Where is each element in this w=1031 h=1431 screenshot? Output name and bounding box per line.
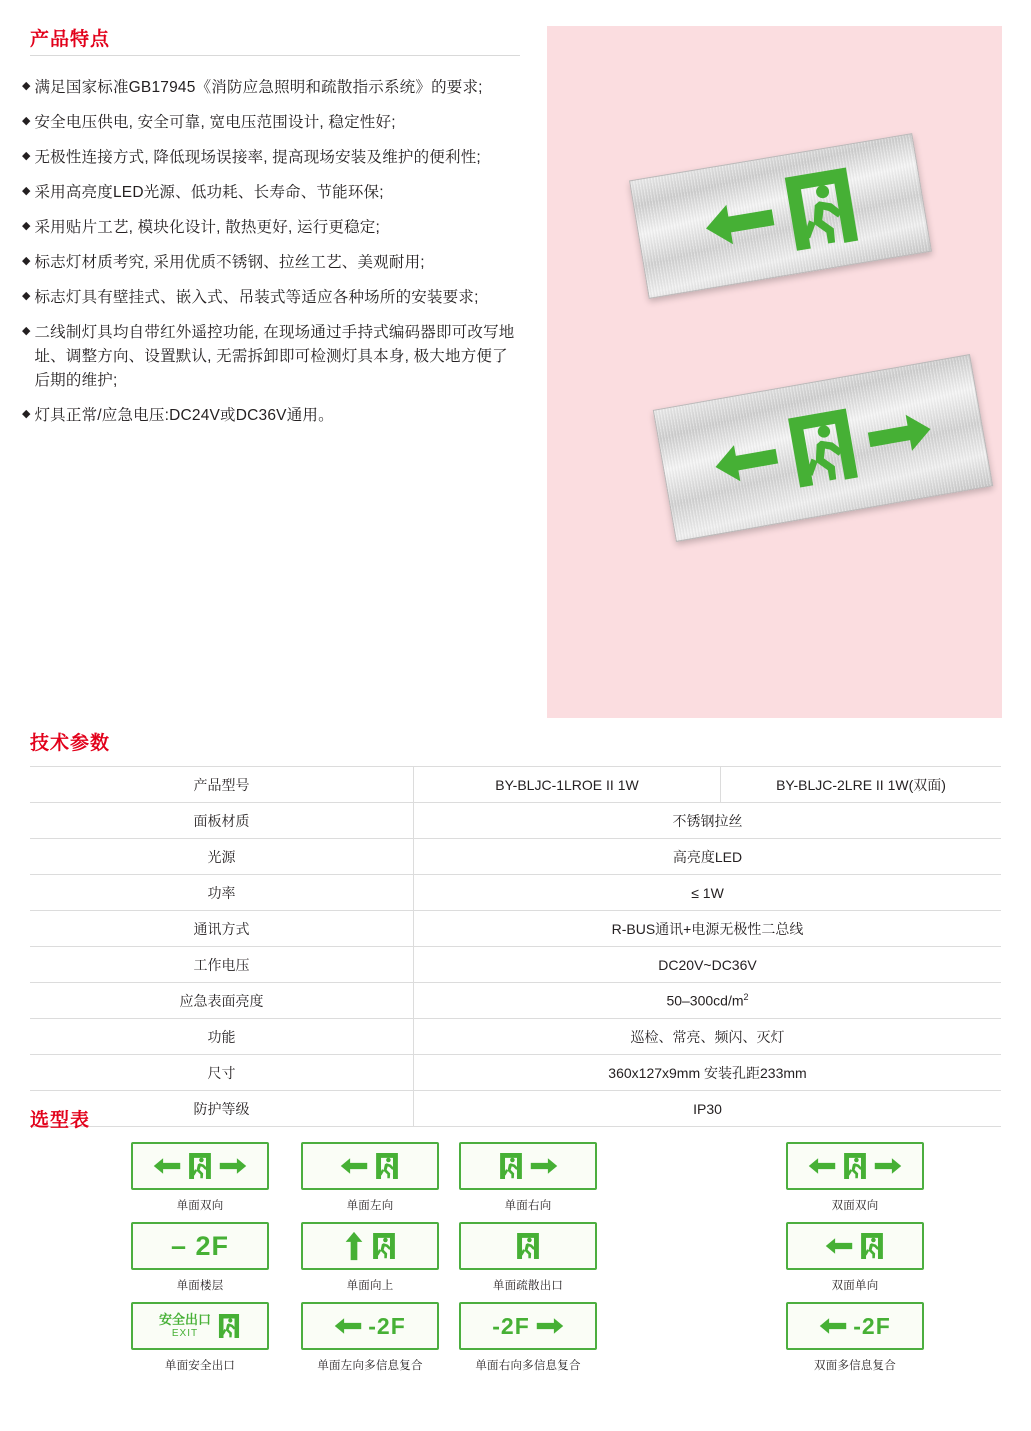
table-row <box>30 947 1001 983</box>
spec-value: 巡检、常亮、频闪、灭灯 <box>414 1019 1002 1055</box>
table-row <box>30 911 1001 947</box>
list-item-text: 灯具正常/应急电压:DC24V或DC36V通用。 <box>34 407 334 425</box>
option-caption: 双面双向 <box>831 1200 879 1212</box>
arrow-right-icon <box>863 407 936 462</box>
diamond-bullet-icon: ◆ <box>22 255 31 268</box>
option-caption: 单面双向 <box>176 1200 224 1212</box>
features-section-title: 产品特点 <box>30 29 111 50</box>
spec-label: 应急表面亮度 <box>30 983 414 1019</box>
spec-label: 光源 <box>30 839 414 875</box>
spec-value: 360x127x9mm 安装孔距233mm <box>414 1055 1002 1091</box>
running-man-exit-icon <box>778 165 864 254</box>
option-caption: 单面右向 <box>504 1200 552 1212</box>
list-item-text: 采用高亮度LED光源、低功耗、长寿命、节能环保; <box>34 184 384 202</box>
list-item <box>22 321 522 393</box>
sign-preview-floor <box>131 1222 269 1270</box>
option-caption: 单面向上 <box>346 1280 394 1292</box>
option-caption: 双面单向 <box>831 1280 879 1292</box>
product-image-single-sided-sign <box>629 133 932 299</box>
spec-value-text: 50–300cd/m <box>666 992 744 1009</box>
list-item <box>22 404 522 428</box>
selection-section-title: 选型表 <box>30 1110 91 1131</box>
selection-option <box>285 1302 455 1373</box>
product-photo-panel <box>547 26 1002 718</box>
spec-label: 通讯方式 <box>30 911 414 947</box>
list-item-text: 二线制灯具均自带红外遥控功能, 在现场通过手持式编码器即可改写地址、调整方向、设置默认, 无需拆卸即可检测灯具本身, 极大地方便了后期的维护; <box>34 324 515 390</box>
sign-preview-exit-only <box>459 1222 597 1270</box>
list-item-text: 标志灯材质考究, 采用优质不锈钢、拉丝工艺、美观耐用; <box>34 254 425 272</box>
selection-option <box>115 1142 285 1213</box>
diamond-bullet-icon: ◆ <box>22 290 31 303</box>
option-caption: 单面安全出口 <box>164 1360 236 1372</box>
selection-option <box>115 1302 285 1373</box>
option-caption: 单面疏散出口 <box>492 1280 564 1292</box>
table-row <box>30 839 1001 875</box>
table-row <box>30 983 1001 1019</box>
spec-label: 功率 <box>30 875 414 911</box>
spec-label: 产品型号 <box>30 767 414 803</box>
arrow-left-icon <box>340 1155 368 1177</box>
arrow-left-icon <box>710 434 783 489</box>
spec-value: IP30 <box>414 1091 1002 1127</box>
spec-value-single: BY-BLJC-1LROE II 1W <box>414 767 721 803</box>
sign-preview-safety-exit <box>131 1302 269 1350</box>
arrow-right-icon <box>219 1155 247 1177</box>
table-row <box>30 1091 1001 1127</box>
features-list <box>22 76 522 439</box>
arrow-left-icon <box>700 194 779 251</box>
selection-option <box>770 1222 940 1293</box>
arrow-left-icon <box>153 1155 181 1177</box>
sign-preview-double-sided-bidirectional <box>786 1142 924 1190</box>
floor-text: -2F <box>492 1312 530 1339</box>
technical-parameters-table <box>30 766 1001 1127</box>
option-caption: 单面右向多信息复合 <box>475 1360 581 1372</box>
table-row <box>30 1019 1001 1055</box>
diamond-bullet-icon: ◆ <box>22 80 31 92</box>
exit-text-block <box>159 1313 211 1338</box>
list-item-text: 安全电压供电, 安全可靠, 宽电压范围设计, 稳定性好; <box>34 114 396 132</box>
list-item <box>22 251 522 275</box>
list-item <box>22 76 522 100</box>
floor-text: -2F <box>368 1312 406 1339</box>
running-man-exit-icon <box>782 404 864 491</box>
selection-option <box>770 1142 940 1213</box>
sign-preview-double-sided-one-way <box>786 1222 924 1270</box>
arrow-left-icon <box>334 1315 362 1337</box>
spec-label: 尺寸 <box>30 1055 414 1091</box>
arrow-right-icon <box>536 1315 564 1337</box>
spec-label: 功能 <box>30 1019 414 1055</box>
spec-label: 防护等级 <box>30 1091 414 1127</box>
sign-preview-double-sided-floor-combo <box>786 1302 924 1350</box>
arrow-right-icon <box>874 1155 902 1177</box>
option-caption: 双面多信息复合 <box>814 1360 896 1372</box>
selection-option <box>770 1302 940 1373</box>
spec-value <box>414 983 1002 1019</box>
running-man-exit-icon <box>515 1231 541 1261</box>
sign-preview-double-arrow <box>131 1142 269 1190</box>
selection-chart <box>30 1142 1001 1397</box>
selection-option <box>443 1142 613 1213</box>
spec-label: 面板材质 <box>30 803 414 839</box>
diamond-bullet-icon: ◆ <box>22 185 31 198</box>
sign-preview-left-arrow <box>301 1142 439 1190</box>
diamond-bullet-icon: ◆ <box>22 408 31 421</box>
list-item <box>22 146 522 170</box>
list-item <box>22 286 522 310</box>
list-item-text: 无极性连接方式, 降低现场误接率, 提高现场安装及维护的便利性; <box>34 149 481 167</box>
list-item <box>22 111 522 135</box>
table-row <box>30 803 1001 839</box>
running-man-exit-icon <box>842 1151 868 1181</box>
floor-text: -2F <box>853 1312 891 1339</box>
selection-option <box>443 1222 613 1293</box>
list-item <box>22 216 522 240</box>
sign-preview-left-floor-combo <box>301 1302 439 1350</box>
option-caption: 单面左向多信息复合 <box>317 1360 423 1372</box>
exit-label-cn: 安全出口 <box>158 1312 211 1328</box>
exit-label-en: EXIT <box>171 1327 199 1339</box>
features-divider <box>30 55 520 56</box>
spec-value: ≤ 1W <box>414 875 1002 911</box>
sign-preview-up-arrow <box>301 1222 439 1270</box>
spec-value: 不锈钢拉丝 <box>414 803 1002 839</box>
list-item-text: 采用贴片工艺, 模块化设计, 散热更好, 运行更稳定; <box>34 219 381 237</box>
sign-preview-right-arrow <box>459 1142 597 1190</box>
arrow-right-icon <box>530 1155 558 1177</box>
spec-value: 高亮度LED <box>414 839 1002 875</box>
product-image-double-sided-sign <box>653 354 993 542</box>
arrow-left-icon <box>808 1155 836 1177</box>
table-row <box>30 767 1001 803</box>
running-man-exit-icon <box>859 1231 885 1261</box>
spec-value-superscript: 2 <box>743 992 749 1003</box>
arrow-up-icon <box>343 1231 365 1261</box>
running-man-exit-icon <box>374 1151 400 1181</box>
list-item-text: 标志灯具有壁挂式、嵌入式、吊装式等适应各种场所的安装要求; <box>34 289 479 307</box>
table-row <box>30 1055 1001 1091</box>
arrow-left-icon <box>825 1235 853 1257</box>
diamond-bullet-icon: ◆ <box>22 220 31 233</box>
spec-value-double: BY-BLJC-2LRE II 1W(双面) <box>721 767 1002 803</box>
selection-option <box>115 1222 285 1293</box>
diamond-bullet-icon: ◆ <box>22 115 31 128</box>
spec-value: R-BUS通讯+电源无极性二总线 <box>414 911 1002 947</box>
running-man-exit-icon <box>187 1151 213 1181</box>
selection-option <box>285 1142 455 1213</box>
selection-option <box>285 1222 455 1293</box>
floor-text: – 2F <box>170 1230 230 1261</box>
table-row <box>30 875 1001 911</box>
option-caption: 单面左向 <box>346 1200 394 1212</box>
diamond-bullet-icon: ◆ <box>22 325 31 338</box>
spec-label: 工作电压 <box>30 947 414 983</box>
specs-section-title: 技术参数 <box>30 733 111 754</box>
arrow-left-icon <box>819 1315 847 1337</box>
running-man-exit-icon <box>371 1231 397 1261</box>
running-man-exit-icon <box>217 1312 241 1340</box>
running-man-exit-icon <box>498 1151 524 1181</box>
spec-value: DC20V~DC36V <box>414 947 1002 983</box>
diamond-bullet-icon: ◆ <box>22 150 31 163</box>
sign-preview-right-floor-combo <box>459 1302 597 1350</box>
option-caption: 单面楼层 <box>176 1280 224 1292</box>
selection-option <box>443 1302 613 1373</box>
list-item-text: 满足国家标准GB17945《消防应急照明和疏散指示系统》的要求; <box>34 79 483 96</box>
list-item <box>22 181 522 205</box>
